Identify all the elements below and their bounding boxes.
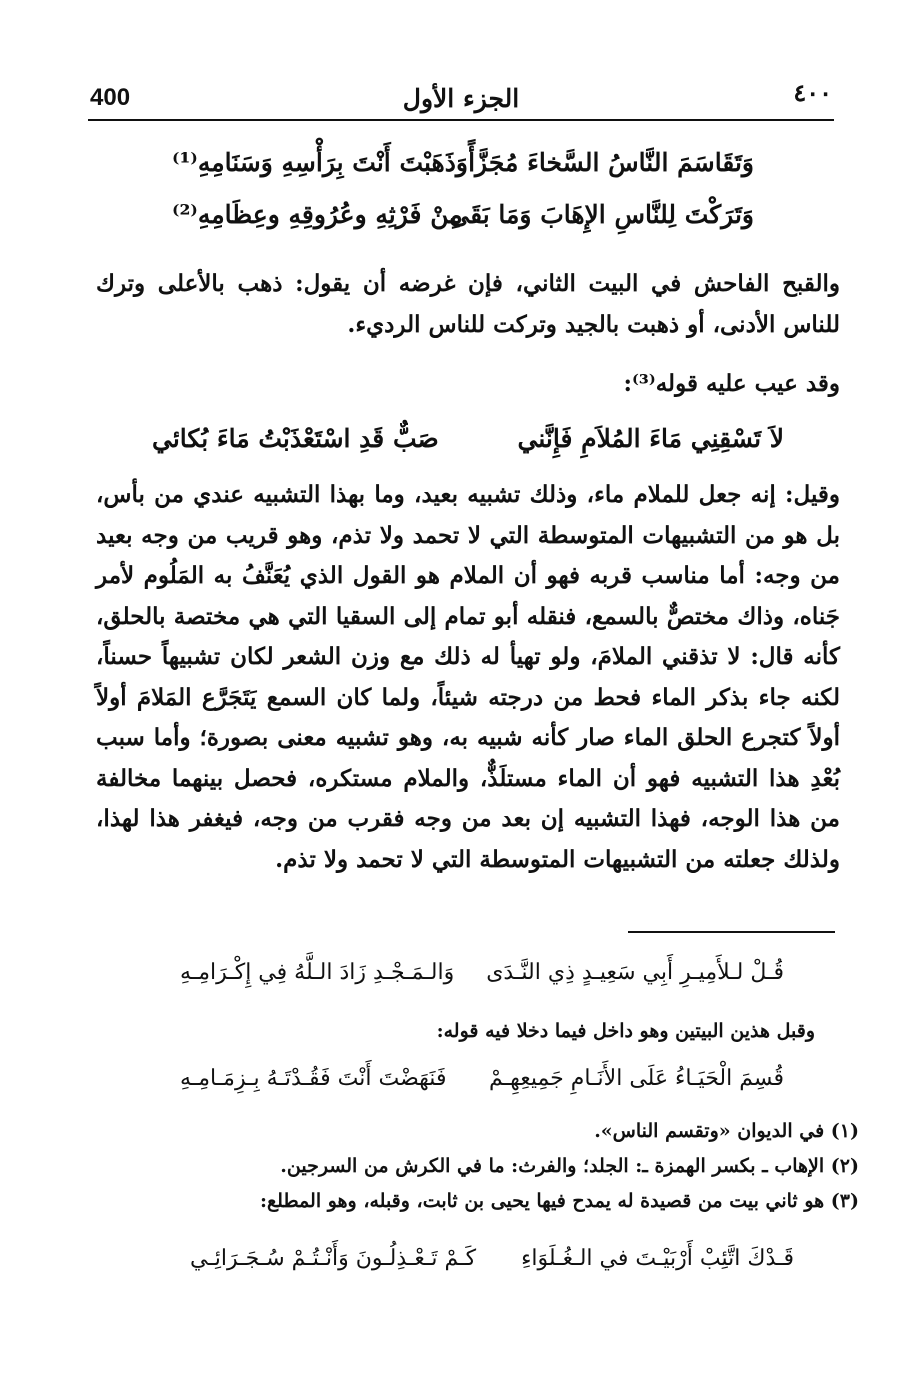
footnote-note: وقبل هذين البيتين وهو داخل فيما دخلا فيه قوله: bbox=[436, 1020, 815, 1042]
verse-hemistich-right: لاَ تَسْقِنِي مَاءَ المُلاَمِ فَإِنَّني bbox=[517, 424, 784, 453]
verse-line bbox=[172, 200, 754, 236]
verse-hemistich-left: فَنَهَضْتَ أَنْتَ فَقُـدْتَـهُ بِـزِمَـامِـهِ bbox=[180, 1066, 447, 1091]
footnote-text: في الديوان «وتقسم الناس». bbox=[594, 1120, 825, 1142]
footnote-number: (١) bbox=[830, 1120, 859, 1142]
footnote-item bbox=[260, 1190, 859, 1212]
verse-hemistich-right: قُـلْ لـلأَمِيـرِ أَبِي سَعِيـدٍ ذِي النَّـدَى bbox=[486, 960, 784, 985]
verse-hemistich-left: صَبٌّ قَدِ اسْتَعْذَبْتُ مَاءَ بُكائي bbox=[152, 424, 439, 453]
verse-line bbox=[172, 148, 754, 184]
page-number-latin: 400 bbox=[90, 84, 131, 111]
page-number-arabic: ٤٠٠ bbox=[793, 78, 832, 107]
running-title: الجزء الأول bbox=[402, 84, 520, 113]
verse-hemistich-left: كَـمْ تَـعْـذِلُـونَ وَأَنْـتُـمْ سُـجَـرَائِـي bbox=[190, 1246, 477, 1271]
footnote-verse bbox=[180, 1066, 784, 1100]
verse-hemistich-right: وَتَرَكْتَ لِلنَّاسِ الإِهَابَ وَمَا بَقَى bbox=[449, 200, 754, 229]
footnote-text: هو ثاني بيت من قصيدة له يمدح فيها يحيى بن ثابت، وقبله، وهو المطلع: bbox=[260, 1190, 825, 1212]
verse-hemistich-left: وَذَهَبْتَ أَنْتَ بِرَأْسِهِ وَسَنَامِهِ⁽¹⁾ bbox=[172, 148, 468, 177]
verse-hemistich-right: قَـدْكَ اتَّئِبْ أَرْبَيْـتَ في الـغُـلَوَاءِ bbox=[521, 1246, 794, 1271]
footnote-number: (٣) bbox=[830, 1190, 859, 1212]
paragraph: وقيل: إنه جعل للملام ماء، وذلك تشبيه بعيد، وما بهذا التشبيه عندي من بأس، بل هو من التشبيهات المتوسطة التي لا تحمد ولا تذم، وهو قريب من وجه بعيد من وجه: أما مناسب قربه فهو أن الملام هو القول الذي يُعَنَّفُ به المَلُوم لأمر جَناه، وذاك مختصٌّ بالسمع، فنقله أبو تمام إلى السقيا التي هي مختصة بالحلق، كأنه قال: لا تذقني الملامَ، ولو تهيأ له ذلك مع وزن الشعر لكان تشبيهاً حسناً، لكنه جاء بذكر الماء فحط من درجته شيئاً، ولما كان السمع يَتَجَرَّع المَلامَ أولاً أولاً كتجرع الحلق الماء صار كأنه شبيه به، وهو تشبيه معنى بصورة؛ وأما سبب بُعْدِ هذا التشبيه فهو أن الماء مستلَذٌّ، والملام مستكره، فحصل بينهما مخالفة من هذا الوجه، فهذا التشبيه إن بعد من وجه فقرب من وجه، فيغفر هذا لهذا، ولذلك جعلته من التشبيهات المتوسطة التي لا تحمد ولا تذم. bbox=[96, 481, 840, 873]
verse-hemistich-right: قُسِمَ الْحَيَـاءُ عَلَى الأَنَـامِ جَمِيعِهِـمْ bbox=[488, 1066, 784, 1091]
header-rule bbox=[88, 119, 834, 121]
footnote-separator bbox=[628, 931, 835, 933]
footnote-item bbox=[280, 1155, 859, 1177]
verse-hemistich-right: وَتَقَاسَمَ النَّاسُ السَّخاءَ مُجَزَّأً bbox=[468, 148, 754, 177]
page-header bbox=[88, 78, 834, 122]
verse-hemistich-left: وَالـمَـجْـدِ زَادَ الـلَّهُ فِي إِكْـرَامِـهِ bbox=[180, 960, 455, 985]
verse-line bbox=[152, 424, 784, 462]
paragraph: والقبح الفاحش في البيت الثاني، فإن غرضه أن يقول: ذهب بالأعلى وترك للناس الأدنى، أو ذهبت بالجيد وتركت للناس الرديء. bbox=[96, 270, 840, 338]
paragraph: وقد عيب عليه قوله⁽³⁾: bbox=[623, 370, 840, 397]
verse-hemistich-left: مِنْ فَرْثِهِ وعُرُوقِهِ وعِظَامِهِ⁽²⁾ bbox=[172, 200, 463, 229]
footnote-verse bbox=[180, 960, 784, 994]
footnote-verse bbox=[190, 1246, 794, 1280]
footnote-text: الإهاب ـ بكسر الهمزة ـ: الجلد؛ والفرث: ما في الكرش من السرجين. bbox=[280, 1155, 825, 1177]
footnote-number: (٢) bbox=[830, 1155, 859, 1177]
footnote-item bbox=[594, 1120, 859, 1142]
